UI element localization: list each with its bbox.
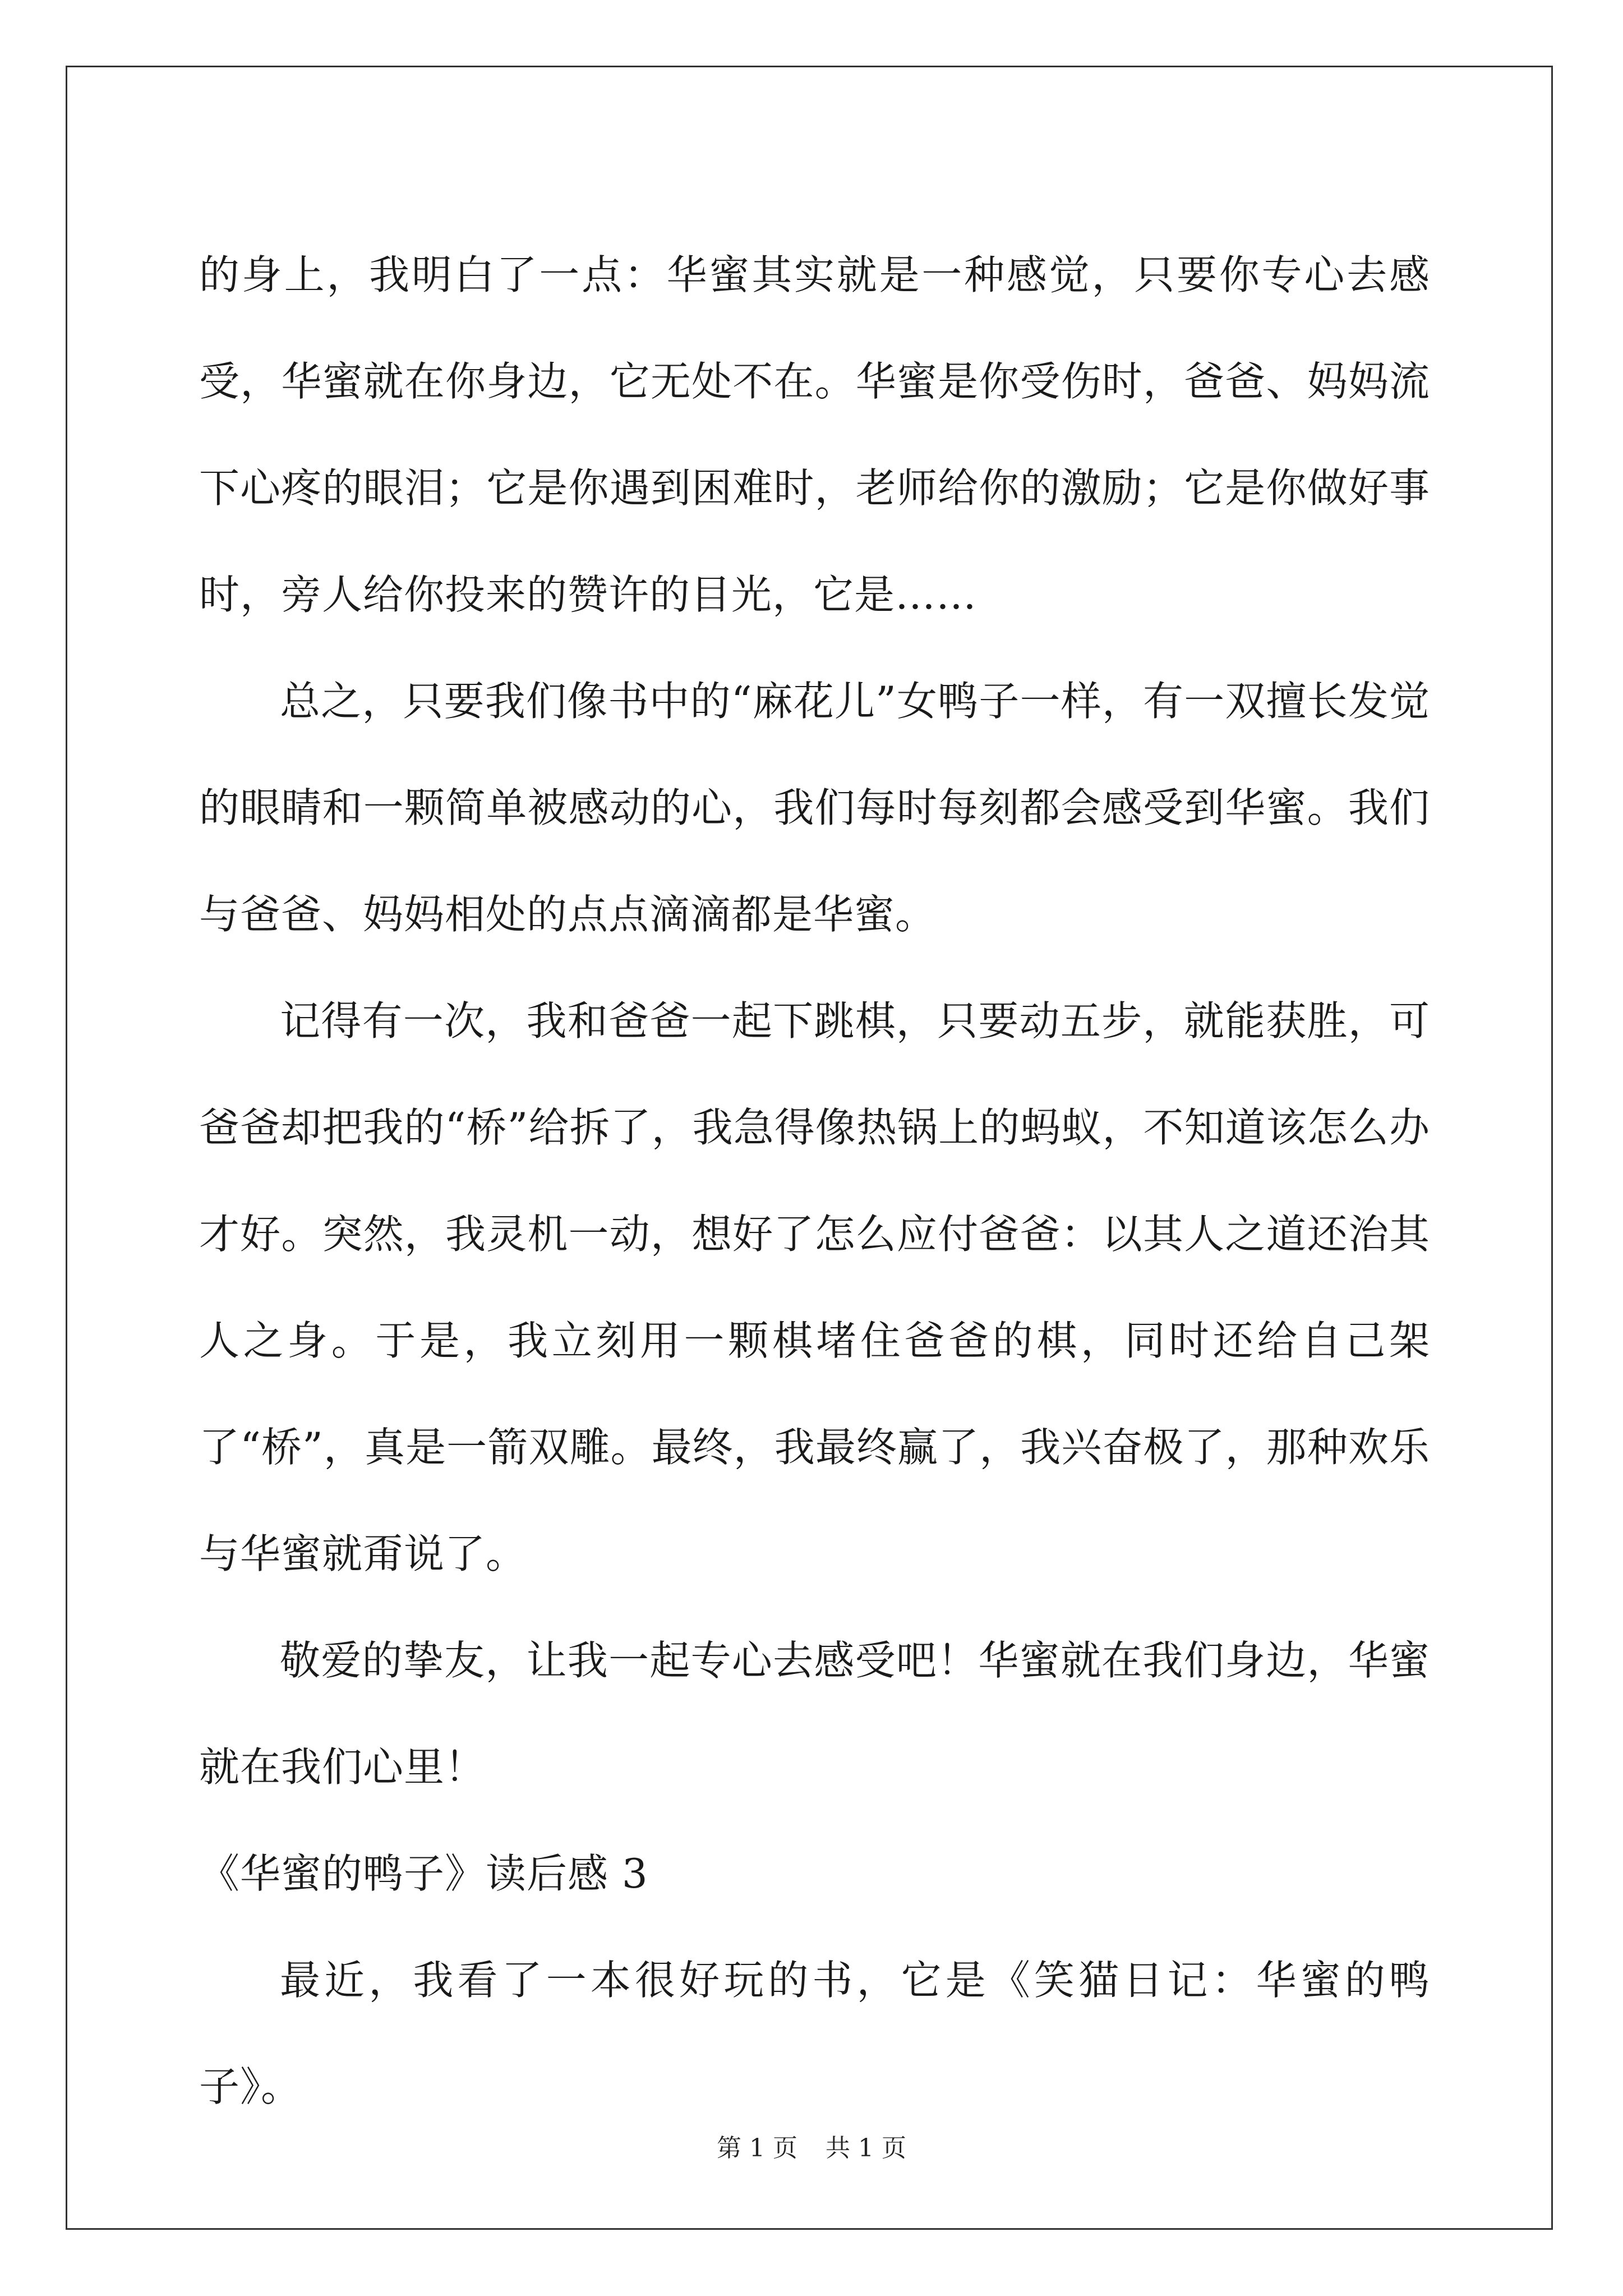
document-body bbox=[199, 222, 1430, 2140]
paragraph-3: 记得有一次，我和爸爸一起下跳棋，只要动五步，就能获胜，可爸爸却把我的“桥”给拆了，我急得像热锅上的蚂蚁，不知道该怎么办才好。突然，我灵机一动，想好了怎么应付爸爸：以其人之道还治其人之身。于是，我立刻用一颗棋堵住爸爸的棋，同时还给自己架了“桥”，真是一箭双雕。最终，我最终赢了，我兴奋极了，那种欢乐与华蜜就甭说了。 bbox=[199, 997, 1430, 1577]
paragraph-1: 的身上，我明白了一点：华蜜其实就是一种感觉，只要你专心去感受，华蜜就在你身边，它无处不在。华蜜是你受伤时，爸爸、妈妈流下心疼的眼泪；它是你遇到困难时，老师给你的激励；它是你做好事时，旁人给你投来的赞许的目光，它是…… bbox=[199, 251, 1430, 618]
closing-paragraph: 最近，我看了一本很好玩的书，它是《笑猫日记：华蜜的鸭子》。 bbox=[199, 1957, 1430, 2110]
page-total: 共 1 页 bbox=[826, 2134, 906, 2162]
page-number: 第 1 页 bbox=[717, 2134, 797, 2162]
section-heading: 《华蜜的鸭子》读后感 3 bbox=[199, 1850, 648, 1897]
paragraph-4: 敬爱的挚友，让我一起专心去感受吧！华蜜就在我们身边，华蜜就在我们心里！ bbox=[199, 1637, 1430, 1791]
paragraph-2: 总之，只要我们像书中的“麻花儿”女鸭子一样，有一双擅长发觉的眼睛和一颗简单被感动的心，我们每时每刻都会感受到华蜜。我们与爸爸、妈妈相处的点点滴滴都是华蜜。 bbox=[199, 678, 1430, 938]
page-footer bbox=[0, 2132, 1623, 2165]
